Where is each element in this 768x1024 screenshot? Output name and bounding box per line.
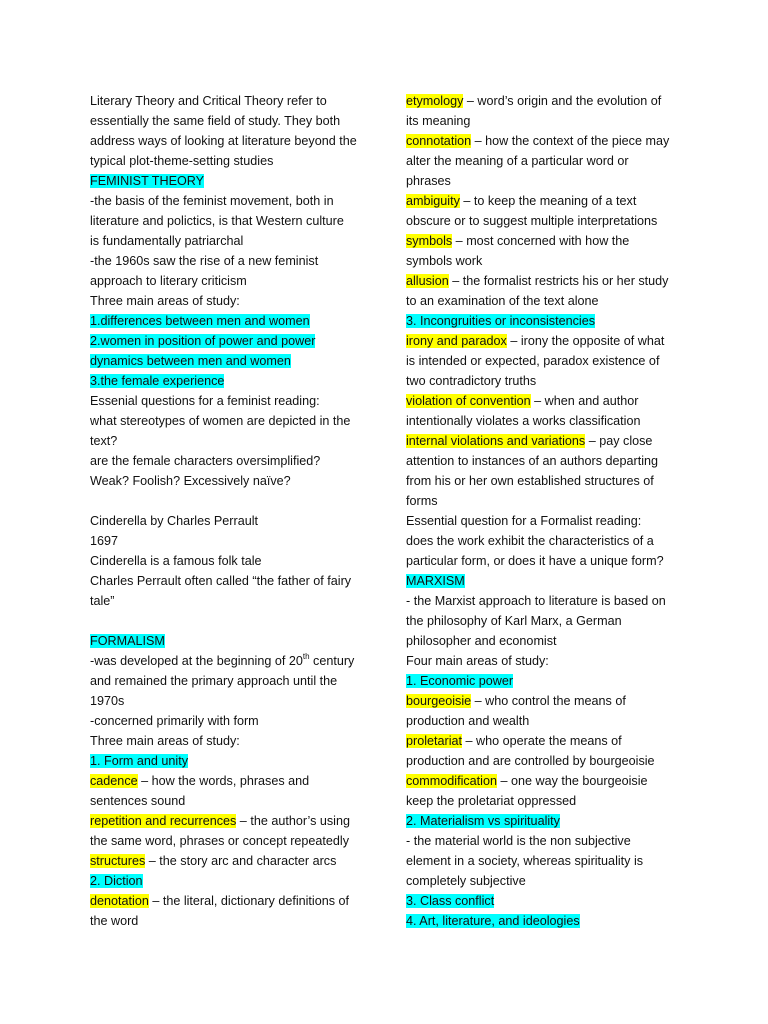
body-text: particular form, or does it have a unique form? — [406, 554, 664, 568]
right-line — [406, 251, 696, 271]
left-line — [90, 151, 375, 171]
right-line — [406, 771, 696, 791]
body-text: Charles Perrault often called “the father of fairy — [90, 574, 352, 588]
definition-text: – irony the opposite of what — [506, 334, 665, 348]
section-heading: 1.differences between men and women — [90, 314, 310, 328]
right-line — [406, 271, 696, 291]
body-text: production and wealth — [406, 714, 530, 728]
right-line — [406, 451, 696, 471]
definition-text: – one way the bourgeoisie — [497, 774, 648, 788]
body-text: does the work exhibit the characteristics of a — [406, 534, 654, 548]
right-line — [406, 831, 696, 851]
left-line — [90, 651, 375, 671]
right-line — [406, 711, 696, 731]
left-line — [90, 271, 375, 291]
left-line — [90, 791, 375, 811]
body-text: -the basis of the feminist movement, both in — [90, 194, 334, 208]
section-heading: 3. Incongruities or inconsistencies — [406, 314, 596, 328]
left-line — [90, 831, 375, 851]
right-line — [406, 551, 696, 571]
highlighted-term: allusion — [406, 274, 449, 288]
right-line — [406, 171, 696, 191]
body-text: Essenial questions for a feminist reading: — [90, 394, 320, 408]
body-text: -the 1960s saw the rise of a new feminist — [90, 254, 319, 268]
highlighted-term: cadence — [90, 774, 138, 788]
body-text: -was developed at the beginning of 20 — [90, 654, 303, 668]
body-text: Cinderella is a famous folk tale — [90, 554, 262, 568]
left-line — [90, 731, 375, 751]
body-text: obscure or to suggest multiple interpretations — [406, 214, 658, 228]
highlighted-term: commodification — [406, 774, 497, 788]
right-line — [406, 591, 696, 611]
right-line — [406, 571, 696, 591]
left-line — [90, 871, 375, 891]
section-heading: dynamics between men and women — [90, 354, 291, 368]
body-text: 1970s — [90, 694, 125, 708]
definition-text: – most concerned with how the — [452, 234, 630, 248]
left-line — [90, 811, 375, 831]
left-line — [90, 631, 375, 651]
section-heading: 2.women in position of power and power — [90, 334, 316, 348]
section-heading: 2. Diction — [90, 874, 143, 888]
right-line — [406, 891, 696, 911]
body-text: Weak? Foolish? Excessively naïve? — [90, 474, 291, 488]
body-text: tale” — [90, 594, 115, 608]
left-line — [90, 591, 375, 611]
body-text: what stereotypes of women are depicted in the — [90, 414, 351, 428]
definition-text: – who control the means of — [471, 694, 626, 708]
left-line — [90, 571, 375, 591]
highlighted-term: etymology — [406, 94, 464, 108]
left-line — [90, 191, 375, 211]
left-line — [90, 511, 375, 531]
definition-text: – word’s origin and the evolution of — [463, 94, 662, 108]
right-line — [406, 751, 696, 771]
definition-text: – the literal, dictionary definitions of — [148, 894, 350, 908]
body-text: the word — [90, 914, 139, 928]
body-text: philosopher and economist — [406, 634, 557, 648]
section-heading: FEMINIST THEORY — [90, 174, 205, 188]
body-text: essentially the same field of study. They both — [90, 114, 341, 128]
body-text: 1697 — [90, 534, 119, 548]
definition-text: – when and author — [530, 394, 639, 408]
section-heading: 4. Art, literature, and ideologies — [406, 914, 580, 928]
right-line — [406, 231, 696, 251]
right-line — [406, 91, 696, 111]
left-line — [90, 291, 375, 311]
body-text: to an examination of the text alone — [406, 294, 599, 308]
left-line — [90, 551, 375, 571]
right-line — [406, 491, 696, 511]
section-heading: 1. Form and unity — [90, 754, 188, 768]
left-line — [90, 891, 375, 911]
right-line — [406, 211, 696, 231]
highlighted-term: proletariat — [406, 734, 463, 748]
body-text: literature and polictics, is that Western culture — [90, 214, 344, 228]
left-line — [90, 911, 375, 931]
body-text: is intended or expected, paradox existence of — [406, 354, 660, 368]
body-text: -concerned primarily with form — [90, 714, 259, 728]
left-line — [90, 771, 375, 791]
body-text: alter the meaning of a particular word or — [406, 154, 629, 168]
definition-text: – the author’s using — [236, 814, 350, 828]
right-line — [406, 851, 696, 871]
body-text: and remained the primary approach until the — [90, 674, 338, 688]
body-text: element in a society, whereas spirituality is — [406, 854, 644, 868]
right-line — [406, 911, 696, 931]
highlighted-term: ambiguity — [406, 194, 460, 208]
body-text: production and are controlled by bourgeoisie — [406, 754, 655, 768]
right-line — [406, 811, 696, 831]
highlighted-term: internal violations and variations — [406, 434, 586, 448]
left-line — [90, 371, 375, 391]
highlighted-term: irony and paradox — [406, 334, 507, 348]
right-line — [406, 131, 696, 151]
right-line — [406, 351, 696, 371]
body-text: address ways of looking at literature beyond the — [90, 134, 357, 148]
left-line — [90, 91, 375, 111]
body-text: sentences sound — [90, 794, 186, 808]
definition-text: – pay close — [585, 434, 653, 448]
superscript: th — [302, 651, 310, 661]
definition-text: – how the words, phrases and — [137, 774, 310, 788]
body-text: Four main areas of study: — [406, 654, 549, 668]
left-line — [90, 351, 375, 371]
body-text: Three main areas of study: — [90, 294, 240, 308]
right-line — [406, 511, 696, 531]
left-line — [90, 231, 375, 251]
definition-text: – to keep the meaning of a text — [459, 194, 637, 208]
right-line — [406, 151, 696, 171]
body-text: Literary Theory and Critical Theory refer to — [90, 94, 327, 108]
body-text: approach to literary criticism — [90, 274, 247, 288]
right-line — [406, 791, 696, 811]
left-line — [90, 751, 375, 771]
left-line — [90, 171, 375, 191]
left-line — [90, 851, 375, 871]
right-line — [406, 731, 696, 751]
left-line — [90, 431, 375, 451]
definition-text: – who operate the means of — [462, 734, 622, 748]
section-heading: 2. Materialism vs spirituality — [406, 814, 560, 828]
blank-line — [90, 611, 375, 631]
definition-text: century — [309, 654, 355, 668]
right-line — [406, 431, 696, 451]
left-line — [90, 411, 375, 431]
highlighted-term: bourgeoisie — [406, 694, 472, 708]
body-text: forms — [406, 494, 438, 508]
right-line — [406, 671, 696, 691]
highlighted-term: symbols — [406, 234, 453, 248]
left-line — [90, 131, 375, 151]
right-line — [406, 111, 696, 131]
body-text: completely subjective — [406, 874, 526, 888]
left-column — [90, 91, 375, 931]
left-line — [90, 531, 375, 551]
body-text: symbols work — [406, 254, 483, 268]
right-line — [406, 691, 696, 711]
highlighted-term: denotation — [90, 894, 149, 908]
section-heading: 3.the female experience — [90, 374, 225, 388]
body-text: attention to instances of an authors departing — [406, 454, 659, 468]
right-line — [406, 531, 696, 551]
body-text: Essential question for a Formalist reading: — [406, 514, 642, 528]
right-line — [406, 471, 696, 491]
body-text: - the material world is the non subjective — [406, 834, 631, 848]
body-text: from his or her own established structures of — [406, 474, 654, 488]
blank-line — [90, 491, 375, 511]
definition-text: – the story arc and character arcs — [145, 854, 337, 868]
section-heading: MARXISM — [406, 574, 465, 588]
left-line — [90, 671, 375, 691]
highlighted-term: connotation — [406, 134, 472, 148]
section-heading: 1. Economic power — [406, 674, 514, 688]
right-line — [406, 291, 696, 311]
left-line — [90, 471, 375, 491]
definition-text: – the formalist restricts his or her study — [448, 274, 669, 288]
body-text: keep the proletariat oppressed — [406, 794, 577, 808]
body-text: Cinderella by Charles Perrault — [90, 514, 258, 528]
right-line — [406, 371, 696, 391]
right-line — [406, 391, 696, 411]
body-text: Three main areas of study: — [90, 734, 240, 748]
body-text: typical plot-theme-setting studies — [90, 154, 274, 168]
right-line — [406, 331, 696, 351]
section-heading: 3. Class conflict — [406, 894, 495, 908]
body-text: text? — [90, 434, 118, 448]
right-line — [406, 611, 696, 631]
body-text: phrases — [406, 174, 451, 188]
definition-text: – how the context of the piece may — [471, 134, 670, 148]
left-line — [90, 451, 375, 471]
highlighted-term: violation of convention — [406, 394, 531, 408]
body-text: the philosophy of Karl Marx, a German — [406, 614, 622, 628]
right-line — [406, 311, 696, 331]
section-heading: FORMALISM — [90, 634, 165, 648]
left-line — [90, 691, 375, 711]
right-column — [406, 91, 696, 931]
left-line — [90, 391, 375, 411]
right-line — [406, 631, 696, 651]
left-line — [90, 311, 375, 331]
body-text: are the female characters oversimplified? — [90, 454, 321, 468]
highlighted-term: structures — [90, 854, 146, 868]
left-line — [90, 211, 375, 231]
body-text: is fundamentally patriarchal — [90, 234, 244, 248]
right-line — [406, 411, 696, 431]
left-line — [90, 331, 375, 351]
body-text: - the Marxist approach to literature is based on — [406, 594, 666, 608]
highlighted-term: repetition and recurrences — [90, 814, 237, 828]
body-text: intentionally violates a works classification — [406, 414, 641, 428]
body-text: its meaning — [406, 114, 471, 128]
body-text: the same word, phrases or concept repeatedly — [90, 834, 350, 848]
left-line — [90, 111, 375, 131]
left-line — [90, 711, 375, 731]
right-line — [406, 871, 696, 891]
left-line — [90, 251, 375, 271]
body-text: two contradictory truths — [406, 374, 537, 388]
right-line — [406, 651, 696, 671]
right-line — [406, 191, 696, 211]
